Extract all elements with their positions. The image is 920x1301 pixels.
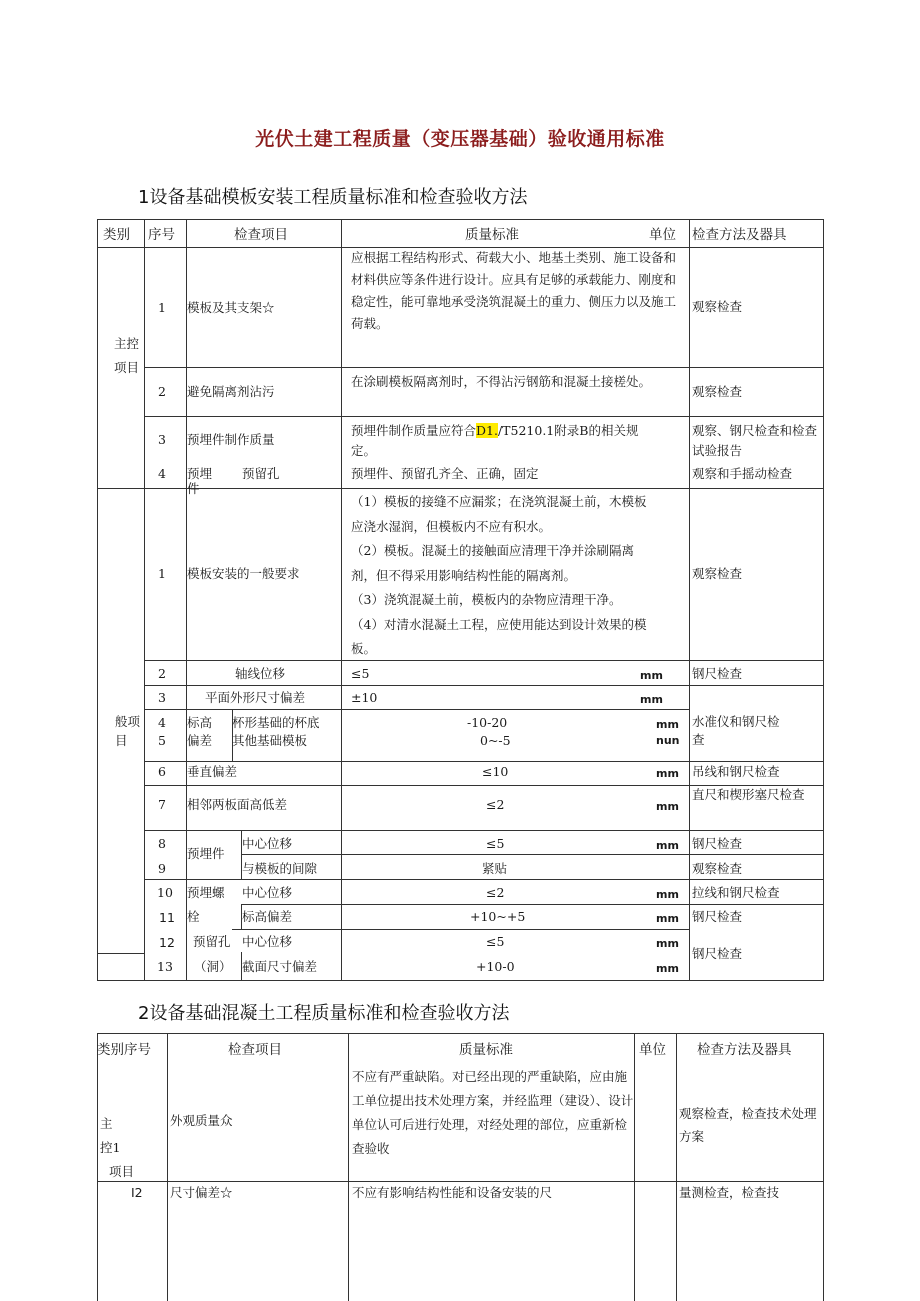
t2-cat-line2: 控1 (100, 1140, 121, 1155)
t1-header-method: 检查方法及器具 (692, 227, 787, 243)
t1-g11-method: 钢尺检查 (692, 909, 743, 924)
t1-r4-standard: 预埋件、预留孔齐全、正确，固定 (351, 466, 539, 481)
t1-g13-unit: mm (656, 962, 679, 975)
t1-main-category-line2: 项目 (114, 360, 140, 375)
t1-g5-unit: nun (656, 734, 680, 747)
t1-g9-no: 9 (158, 861, 166, 876)
t2-r1-method: 观察检查，检查技术处理方案 (679, 1106, 817, 1144)
t1-g4-unit: mm (656, 718, 679, 731)
t1-g10-no: 10 (157, 885, 173, 900)
t1-g1-std-4: （4）对清水混凝土工程，应使用能达到设计效果的模板。 (351, 616, 647, 656)
t1-g10-standard: ≤2 (486, 885, 505, 900)
t1-g3-standard: ±10 (351, 690, 378, 705)
t2-cat-line1: 主 (100, 1116, 113, 1131)
t2-header-method: 检查方法及器具 (697, 1042, 792, 1058)
t2-header-item: 检查项目 (228, 1042, 282, 1058)
t1-header-standard: 质量标准 (465, 227, 519, 243)
t1-g12-standard: ≤5 (486, 934, 505, 949)
t1-g8-method: 钢尺检查 (692, 836, 743, 851)
t2-r2-standard: 不应有影响结构性能和设备安装的尺 (352, 1185, 553, 1200)
t1-r3-item: 预埋件制作质量 (187, 432, 275, 447)
t1-g12-item: 中心位移 (242, 934, 293, 949)
t1-g13-no: 13 (157, 959, 173, 974)
t1-g1-standard (351, 490, 649, 662)
t1-header-item: 检查项目 (234, 227, 288, 243)
t1-r1-standard: 应根据工程结构形式、荷载大小、地基土类别、施工设备和材料供应等条件进行设计。应具有足够的承载能力、刚度和稳定性，能可靠地承受浇筑混凝土的重力、侧压力以及施工荷载。 (351, 250, 677, 331)
t1-g4-no: 4 (158, 715, 166, 730)
t1-g45-group-line2: 偏差 (187, 733, 213, 748)
document-title: 光伏土建工程质量（变压器基础）验收通用标准 (255, 128, 665, 150)
t1-r4-item-a: 预埋 (187, 466, 213, 481)
t1-g6-method: 吊线和钢尺检查 (692, 764, 780, 779)
t2-r2-item: 尺寸偏差☆ (170, 1185, 233, 1200)
t1-g1-item: 模板安装的一般要求 (187, 566, 300, 581)
t1-general-category-line2: 目 (115, 733, 128, 748)
t1-main-category-line1: 主控 (114, 336, 140, 351)
t2-header-standard: 质量标准 (459, 1042, 513, 1058)
t1-g11-group: 栓 (187, 909, 200, 924)
t1-g1-method: 观察检查 (692, 566, 743, 581)
t1-r1-item: 模板及其支架☆ (187, 300, 275, 315)
t1-g1-no: 1 (158, 566, 166, 581)
t1-g3-item: 平面外形尺寸偏差 (205, 690, 306, 705)
t1-r3-standard: 预埋件制作质量应符合D1./T5210.1附录B的相关规定。 (351, 423, 639, 458)
t1-g12-method: 钢尺检查 (692, 946, 743, 961)
t1-g10-unit: mm (656, 888, 679, 901)
t1-g12-no: 12 (159, 935, 175, 950)
t1-g13-group: （洞） (194, 959, 232, 974)
t1-g8-no: 8 (158, 836, 166, 851)
t1-g12-unit: mm (656, 937, 679, 950)
t1-r4-no: 4 (158, 466, 166, 481)
t1-general-category-line1: 般项 (115, 714, 141, 729)
t1-g45-method-line1: 水准仪和钢尺检 (692, 714, 780, 729)
t1-r4-method: 观察和手摇动检查 (692, 466, 793, 481)
t1-g2-standard: ≤5 (351, 666, 370, 681)
t2-cat-line3: 项目 (109, 1164, 135, 1179)
t1-g11-standard: +10~+5 (470, 909, 526, 924)
t1-g6-standard: ≤10 (482, 764, 509, 779)
t1-g7-standard: ≤2 (486, 797, 505, 812)
t1-g2-method: 钢尺检查 (692, 666, 743, 681)
t1-g8-unit: mm (656, 839, 679, 852)
t1-g7-item: 相邻两板面高低差 (187, 797, 288, 812)
t2-r1-item: 外观质量众 (170, 1113, 233, 1128)
t1-g45-group-line1: 标高 (187, 715, 213, 730)
t1-g7-no: 7 (158, 797, 166, 812)
t1-g9-method: 观察检查 (692, 861, 743, 876)
t1-g9-item: 与模板的间隙 (242, 861, 318, 876)
t1-g10-group: 预埋螺 (187, 885, 225, 900)
t1-g6-unit: mm (656, 767, 679, 780)
t1-g11-no: 11 (159, 910, 175, 925)
t1-g5-standard: 0~-5 (480, 733, 511, 748)
t1-header-unit: 单位 (649, 227, 676, 243)
highlight-mark: D1. (476, 423, 498, 438)
t1-g8-standard: ≤5 (486, 836, 505, 851)
t1-r2-item: 避免隔离剂沾污 (187, 384, 275, 399)
t1-g10-item: 中心位移 (242, 885, 293, 900)
t1-r4-item-b: 预留孔 (242, 466, 280, 481)
t1-g12-group: 预留孔 (193, 934, 231, 949)
t1-r1-method: 观察检查 (692, 299, 743, 314)
t1-g6-item: 垂直偏差 (187, 764, 238, 779)
t1-r4-item-a2: 件 (187, 481, 200, 496)
t1-header-no: 序号 (148, 227, 175, 243)
t1-g4-item: 杯形基础的杯底 (232, 715, 320, 730)
t1-g7-method: 直尺和楔形塞尺检查 (692, 787, 805, 802)
t1-g5-item: 其他基础模板 (232, 733, 308, 748)
t1-g2-item: 轴线位移 (235, 666, 286, 681)
t1-g4-standard: -10-20 (467, 715, 508, 730)
t1-g11-item: 标高偏差 (242, 909, 293, 924)
t1-g9-standard: 紧贴 (482, 861, 508, 876)
t2-r2-no: I2 (131, 1185, 143, 1200)
t1-g1-std-2: （2）模板。混凝土的接触面应清理干净并涂刷隔离剂，但不得采用影响结构性能的隔离剂。 (351, 543, 634, 583)
t2-header-category-no: 类别序号 (97, 1042, 151, 1058)
t1-r2-method: 观察检查 (692, 384, 743, 399)
t1-g3-no: 3 (158, 690, 166, 705)
t1-g7-unit: mm (656, 800, 679, 813)
t1-g2-unit: mm (640, 669, 663, 682)
t1-g8-group: 预埋件 (187, 846, 225, 861)
t1-g11-unit: mm (656, 912, 679, 925)
t1-g5-no: 5 (158, 733, 166, 748)
t2-r2-method: 量测检查，检查技 (679, 1185, 780, 1200)
t1-g3-unit: mm (640, 693, 663, 706)
t1-g2-no: 2 (158, 666, 166, 681)
section2-heading: 2设备基础混凝土工程质量标准和检查验收方法 (138, 1003, 510, 1024)
t1-g13-standard: +10-0 (476, 959, 515, 974)
t1-header-category: 类别 (103, 227, 130, 243)
t1-r1-no: 1 (158, 300, 166, 315)
t1-g6-no: 6 (158, 764, 166, 779)
t1-r2-no: 2 (158, 384, 166, 399)
t1-g1-std-1: （1）模板的接缝不应漏浆；在浇筑混凝土前，木模板应浇水湿润，但模板内不应有积水。 (351, 494, 647, 534)
t1-g45-method-line2: 查 (692, 732, 705, 747)
section1-heading: 1设备基础模板安装工程质量标准和检查验收方法 (138, 187, 528, 208)
t1-r3-method: 观察、钢尺检查和检查试验报告 (692, 423, 818, 458)
t1-g13-item: 截面尺寸偏差 (242, 959, 318, 974)
t1-r3-no: 3 (158, 432, 166, 447)
t1-g10-method: 拉线和钢尺检查 (692, 885, 780, 900)
t2-header-unit: 单位 (639, 1042, 666, 1058)
t1-g8-item: 中心位移 (242, 836, 293, 851)
t1-r2-standard: 在涂刷模板隔离剂时，不得沾污钢筋和混凝土接槎处。 (351, 374, 652, 389)
t2-r1-standard: 不应有严重缺陷。对已经出现的严重缺陷，应由施工单位提出技术处理方案，并经监理（建设）、设计单位认可后进行处理，对经处理的部位，应重新检查验收 (352, 1069, 634, 1156)
t1-g1-std-3: （3）浇筑混凝土前，模板内的杂物应清理干净。 (351, 592, 622, 607)
